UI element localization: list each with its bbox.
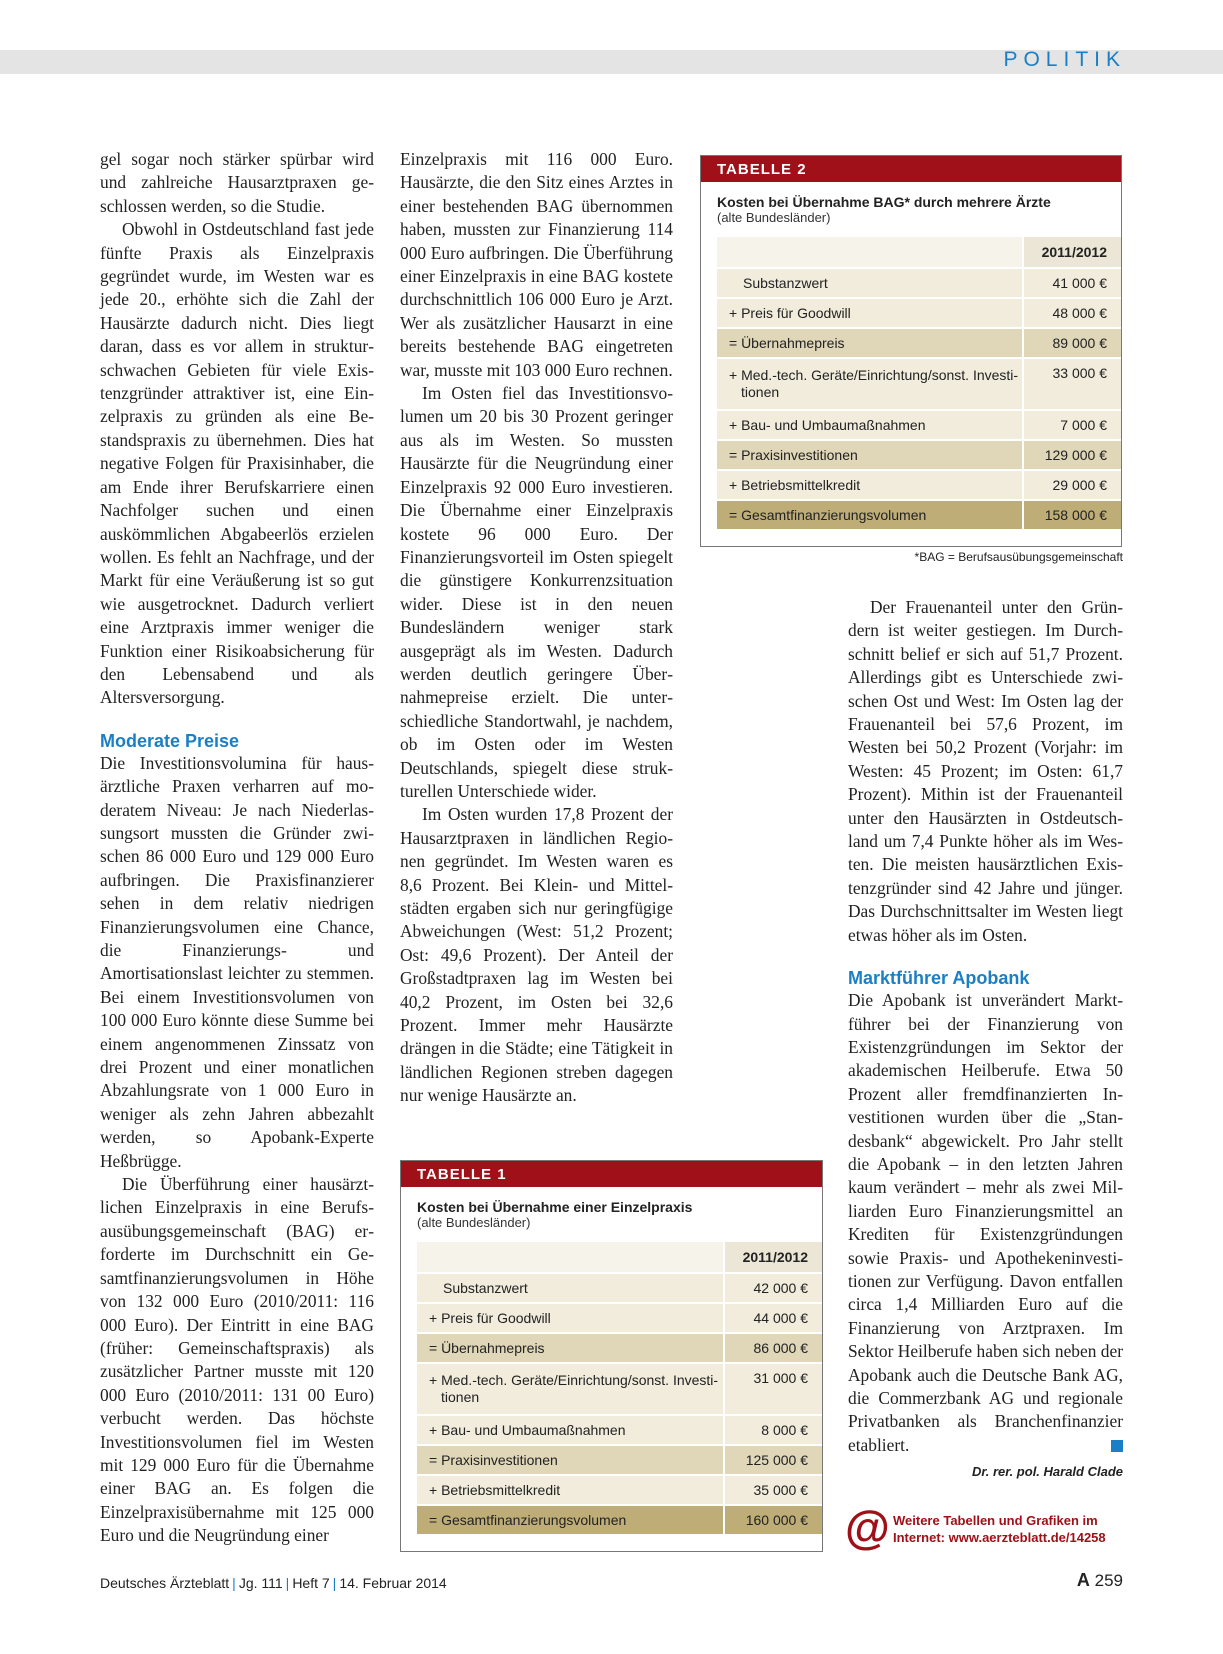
row-label: + Betriebsmittelkredit xyxy=(417,1475,724,1505)
column-3 xyxy=(848,596,1123,1484)
row-value: 125 000 € xyxy=(724,1445,822,1475)
row-value: 29 000 € xyxy=(1023,470,1121,500)
column-header: 2011/2012 xyxy=(1023,237,1121,268)
row-label: + Med.-tech. Geräte/Einrichtung/sonst. Investi- tionen xyxy=(417,1363,724,1415)
table-title: Kosten bei Übernahme BAG* durch mehrere Ärzte xyxy=(717,194,1051,210)
paragraph: Die Investitionsvolumina für hausärztliche Praxen verharren auf moderatem Niveau: Je nach Niederlassungsort mussten die Gründer zwischen 86 000 Euro und 129 000 Euro aufbringen. Die Praxisfinanzierer sehen in dem relativ niedrigen Finanzierungsvolumen eine Chance, die Finanzierungs- und Amortisationslast leichter zu stemmen. Bei einem Investitionsvolumen von 100 000 Euro könnte diese Summe bei einem angenommenen Zinssatz von drei Prozent und einer monatlichen Abzahlungsrate von 1 000 Euro in weniger als zehn Jahren abbezahlt werden, so Apobank-Experte Heßbrügge. xyxy=(100,752,374,1171)
row-value: 33 000 € xyxy=(1023,358,1121,410)
table-row xyxy=(717,500,1121,530)
paragraph: Die Überführung einer hausärztlichen Einzelpraxis in eine Berufsausübungsgemeinschaft (BAG) erforderte im Durchschnitt ein Gesamtfinanzierungsvolumen in Höhe von 132 000 Euro (2010/2011: 116 000 Euro). Der Eintritt in eine BAG (früher: Gemeinschaftspraxis) als zusätzlicher Partner musste mit 120 000 Euro (2010/2011: 131 00 Euro) verbucht werden. Das höchste Investitionsvolumen fiel im Westen mit 129 000 Euro für die Übernahme einer BAG an. Es folgen die Einzelpraxisübernahme mit 125 000 Euro und die Neugründung einer xyxy=(100,1174,374,1546)
table-footnote: *BAG = Berufsausübungsgemeinschaft xyxy=(914,550,1123,564)
row-value: 7 000 € xyxy=(1023,410,1121,440)
section-label: POLITIK xyxy=(1003,48,1126,71)
row-value: 31 000 € xyxy=(724,1363,822,1415)
row-value: 89 000 € xyxy=(1023,328,1121,358)
page-footer: Deutsches Ärzteblatt | Jg. 111 | Heft 7 | 14. Februar 2014 xyxy=(100,1575,447,1591)
subheading: Marktführer Apobank xyxy=(848,968,1030,989)
table-row xyxy=(417,1273,822,1303)
row-value: 44 000 € xyxy=(724,1303,822,1333)
column-2 xyxy=(400,148,673,1108)
table-row xyxy=(417,1475,822,1505)
subheading: Moderate Preise xyxy=(100,730,240,751)
table-row xyxy=(417,1415,822,1445)
row-label: = Praxisinvestitionen xyxy=(417,1445,724,1475)
row-label: = Praxisinvestitionen xyxy=(717,440,1023,470)
end-mark-icon xyxy=(1111,1440,1123,1452)
volume: Jg. 111 xyxy=(238,1575,283,1591)
table-subtitle: (alte Bundesländer) xyxy=(717,210,831,225)
table-row xyxy=(417,1333,822,1363)
table-1-box xyxy=(400,1160,823,1552)
row-value: 8 000 € xyxy=(724,1415,822,1445)
cost-table xyxy=(417,1242,822,1536)
row-label: + Bau- und Umbaumaßnahmen xyxy=(717,410,1023,440)
row-label: + Bau- und Umbaumaßnahmen xyxy=(417,1415,724,1445)
row-label: Substanzwert xyxy=(417,1273,724,1303)
row-value: 86 000 € xyxy=(724,1333,822,1363)
row-label: Substanzwert xyxy=(717,268,1023,298)
row-value: 42 000 € xyxy=(724,1273,822,1303)
table-row xyxy=(717,358,1121,410)
web-reference xyxy=(845,1501,1145,1556)
table-title: Kosten bei Übernahme einer Einzelpraxis xyxy=(417,1199,693,1215)
row-label: = Gesamtfinanzierungsvolumen xyxy=(717,500,1023,530)
table-row xyxy=(717,268,1121,298)
at-icon: @ xyxy=(845,1501,890,1553)
issue: Heft 7 xyxy=(292,1575,330,1591)
table-row xyxy=(717,470,1121,500)
table-row xyxy=(417,1445,822,1475)
web-reference-text[interactable]: Weitere Tabellen und Grafiken im Internet: www.aerzteblatt.de/14258 xyxy=(893,1513,1106,1545)
table-header-row xyxy=(717,237,1121,268)
row-label: + Preis für Goodwill xyxy=(717,298,1023,328)
row-label: + Betriebsmittelkredit xyxy=(717,470,1023,500)
journal-name: Deutsches Ärzteblatt xyxy=(100,1575,230,1591)
row-label: = Übernahmepreis xyxy=(417,1333,724,1363)
paragraph: Im Osten fiel das Investitionsvolumen um 20 bis 30 Prozent geringer aus als im Westen. So mussten Hausärzte für die Neugründung einer Einzelpraxis 92 000 Euro investieren. Die Übernahme einer Einzelpraxis kostete 96 000 Euro. Der Finanzierungsvorteil im Osten spiegelt die günstigere Konkurrenzsituation wider. Diese ist in den neuen Bundesländern weniger stark ausgeprägt als im Westen. Dadurch werden deutlich geringere Übernahmepreise erzielt. Die unterschiedliche Standortwahl, je nachdem, ob im Osten oder im Westen Deutschlands, spiegelt diese strukturellen Unterschiede wider. xyxy=(400,383,673,801)
paragraph: Die Apobank ist unverändert Marktführer bei der Finanzierung von Existenzgründungen im Sektor der akademischen Heilberufe. Etwa 50 Prozent aller fremdfinanzierten Investitionen wurden über die „Standesbank“ abgewickelt. Pro Jahr stellt die Apobank – in den letzten Jahren kaum verändert – mehr als zwei Milliarden Euro Finanzierungsmittel an Krediten für Existenzgründungen sowie Praxis- und Apothekeninvestitionen zur Verfügung. Davon entfallen circa 1,4 Milliarden Euro auf die Finanzierung von Arztpraxen. Im Sektor Heilberufe haben sich neben der Apobank auch die Deutsche Bank AG, die Commerzbank AG und regionale Privatbanken als Branchenfinanzier etabliert. xyxy=(848,990,1123,1455)
table-row xyxy=(417,1303,822,1333)
table-subtitle: (alte Bundesländer) xyxy=(417,1215,531,1230)
table-label: TABELLE 2 xyxy=(701,156,1121,182)
table-header-row xyxy=(417,1242,822,1273)
column-header: 2011/2012 xyxy=(724,1242,822,1273)
row-label: = Übernahmepreis xyxy=(717,328,1023,358)
row-label: = Gesamtfinanzierungsvolumen xyxy=(417,1505,724,1535)
table-row xyxy=(717,410,1121,440)
author: Dr. rer. pol. Harald Clade xyxy=(972,1464,1123,1480)
table-row xyxy=(417,1363,822,1415)
table-row xyxy=(717,328,1121,358)
paragraph: Obwohl in Ostdeutschland fast jede fünfte Praxis als Einzelpraxis gegründet wurde, im Westen war es jede 20., erhöhte sich die Zahl der Hausärzte dadurch nicht. Dies liegt daran, dass es vor allem in strukturschwachen Gebieten für viele Existenzgründer attraktiver ist, eine Einzelpraxis zu gründen als eine Bestandspraxis zu übernehmen. Dies hat negative Folgen für Praxisinhaber, die am Ende ihrer Berufskarriere einen Nachfolger suchen und einen auskömmlichen Abgabeerlös erzielen wollen. Es fehlt an Nachfrage, und der Markt für eine Veräußerung ist so gut wie ausgetrocknet. Dadurch verliert eine Arztpraxis immer weniger die Funktion einer Risikoabsicherung für den Lebensabend und als Altersversorgung. xyxy=(100,219,374,708)
page-number: A 259 xyxy=(1076,1570,1123,1590)
row-label: + Med.-tech. Geräte/Einrichtung/sonst. Investi- tionen xyxy=(717,358,1023,410)
table-2-box xyxy=(700,155,1122,547)
table-label: TABELLE 1 xyxy=(401,1161,822,1187)
paragraph: gel sogar noch stärker spürbar wird und zahlreiche Hausarztpraxen geschlossen werden, so die Studie. xyxy=(100,149,374,216)
table-row xyxy=(717,440,1121,470)
row-value: 48 000 € xyxy=(1023,298,1121,328)
paragraph: Im Osten wurden 17,8 Prozent der Hausarztpraxen in ländlichen Regionen gegründet. Im Westen waren es 8,6 Prozent. Bei Klein- und Mittelstädten ergaben sich nur geringfügige Abweichungen (West: 51,2 Prozent; Ost: 49,6 Prozent). Der Anteil der Großstadtpraxen lag im Westen bei 40,2 Prozent, im Osten bei 32,6 Prozent. Immer mehr Hausärzte drängen in die Städte; eine Tätigkeit in ländlichen Regionen streben dagegen nur wenige Hausärzte an. xyxy=(400,804,673,1106)
row-value: 129 000 € xyxy=(1023,440,1121,470)
issue-date: 14. Februar 2014 xyxy=(339,1575,447,1591)
table-row xyxy=(717,298,1121,328)
cost-table xyxy=(717,237,1121,531)
row-value: 160 000 € xyxy=(724,1505,822,1535)
row-value: 35 000 € xyxy=(724,1475,822,1505)
column-1 xyxy=(100,148,374,1548)
paragraph: Der Frauenanteil unter den Gründern ist weiter gestiegen. Im Durchschnitt belief er sich auf 51,7 Prozent. Allerdings gibt es Unterschiede zwischen Ost und West: Im Osten lag der Frauenanteil bei 57,6 Prozent, im Westen bei 50,2 Prozent (Vorjahr: im Westen: 45 Prozent; im Osten: 61,7 Prozent). Mithin ist der Frauenanteil unter den Hausärzten in Ostdeutschland um 7,4 Punkte höher als im Westen. Die meisten hausärztlichen Existenzgründer sind 42 Jahre und jünger. Das Durchschnittsalter im Westen liegt etwas höher als im Osten. xyxy=(848,597,1123,945)
row-value: 41 000 € xyxy=(1023,268,1121,298)
table-row xyxy=(417,1505,822,1535)
row-label: + Preis für Goodwill xyxy=(417,1303,724,1333)
row-value: 158 000 € xyxy=(1023,500,1121,530)
paragraph: Einzelpraxis mit 116 000 Euro. Hausärzte, die den Sitz eines Arztes in einer bestehenden BAG übernommen haben, mussten zur Finanzierung 114 000 Euro aufbringen. Die Überführung einer Einzelpraxis in eine BAG kostete durchschnittlich 106 000 Euro je Arzt. Wer als zusätzlicher Hausarzt in eine bereits bestehende BAG eingetreten war, musste mit 103 000 Euro rechnen. xyxy=(400,149,673,380)
